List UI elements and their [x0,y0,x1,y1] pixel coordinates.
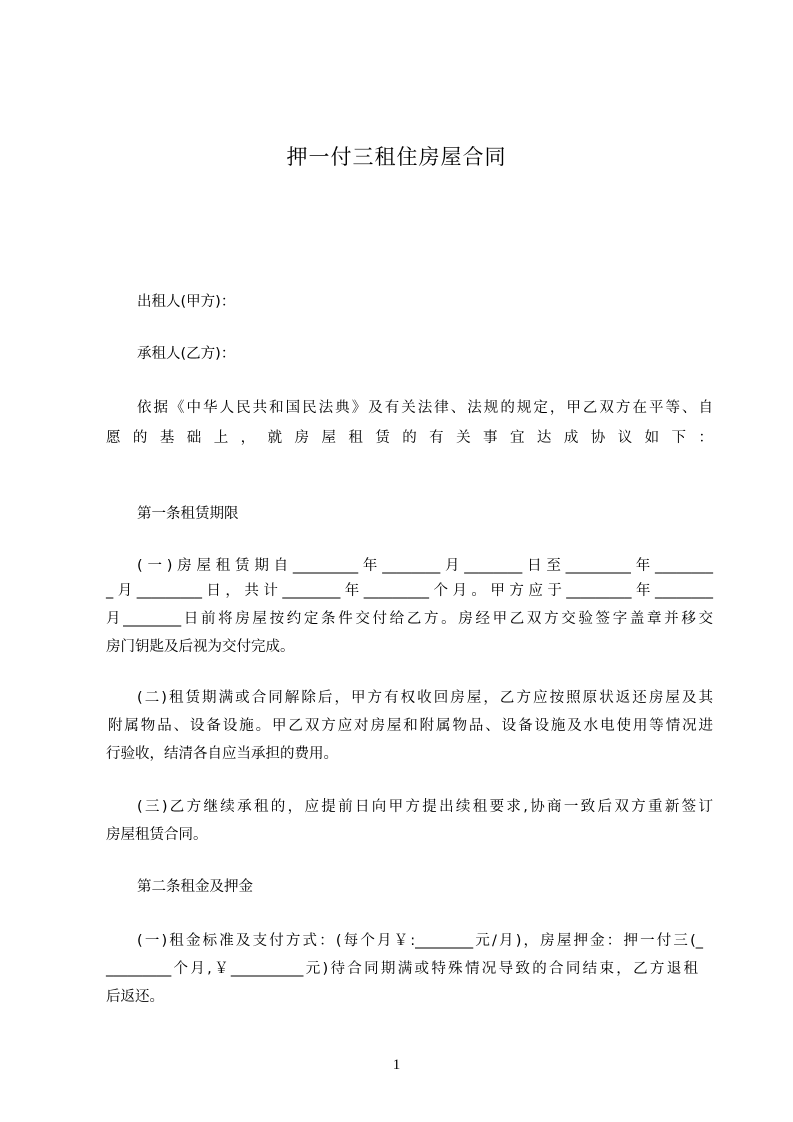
article-1-clause-2-line-3: 行验收，结清各自应当承担的费用。 [106,746,338,762]
article-1-heading: 第一条租赁期限 [137,506,239,522]
lessee-line: 承租人(乙方)： [137,346,236,362]
article-2-clause-1-line-3: 后返还。 [106,989,164,1005]
document-title: 押一付三租住房屋合同 [286,145,507,169]
article-1-clause-1-line-2: _月_________日，共计________年_________个月。甲方应于_________年________ [106,583,713,599]
lessor-line: 出租人(甲方)： [137,294,236,310]
article-1-clause-2-line-2: 附属物品、设备设施。甲乙双方应对房屋和附属物品、设备设施及水电使用等情况进 [108,718,713,734]
article-1-clause-1-line-4: 房门钥匙及后视为交付完成。 [106,639,295,655]
article-2-clause-1-line-2: _________个月,￥__________元)待合同期满或特殊情况导致的合同结束，乙方退租 [106,961,698,977]
article-1-clause-3-line-2: 房屋租赁合同。 [106,827,208,843]
preamble-line-2: 愿 的 基 础 上 ， 就 房 屋 租 赁 的 有 关 事 宜 达 成 协 议 如 下 ： [106,430,713,446]
article-1-clause-1-line-1: (一)房屋租赁期自_________年________月________日至_________年________ [137,558,713,574]
page-number: 1 [392,1057,401,1073]
preamble-line-1: 依据《中华人民共和国民法典》及有关法律、法规的规定，甲乙双方在平等、自 [137,400,713,416]
article-1-clause-3-line-1: (三)乙方继续承租的，应提前日向甲方提出续租要求,协商一致后双方重新签订 [137,799,713,815]
article-1-clause-2-line-1: (二)租赁期满或合同解除后，甲方有权收回房屋，乙方应按照原状返还房屋及其 [137,690,713,706]
article-1-clause-1-line-3: 月________日前将房屋按约定条件交付给乙方。房经甲乙双方交验签字盖章并移交 [106,611,713,627]
article-2-clause-1-line-1: (一)租金标准及支付方式：(每个月￥:________元/月)，房屋押金：押一付三(_ [137,933,703,949]
article-2-heading: 第二条租金及押金 [137,879,253,895]
